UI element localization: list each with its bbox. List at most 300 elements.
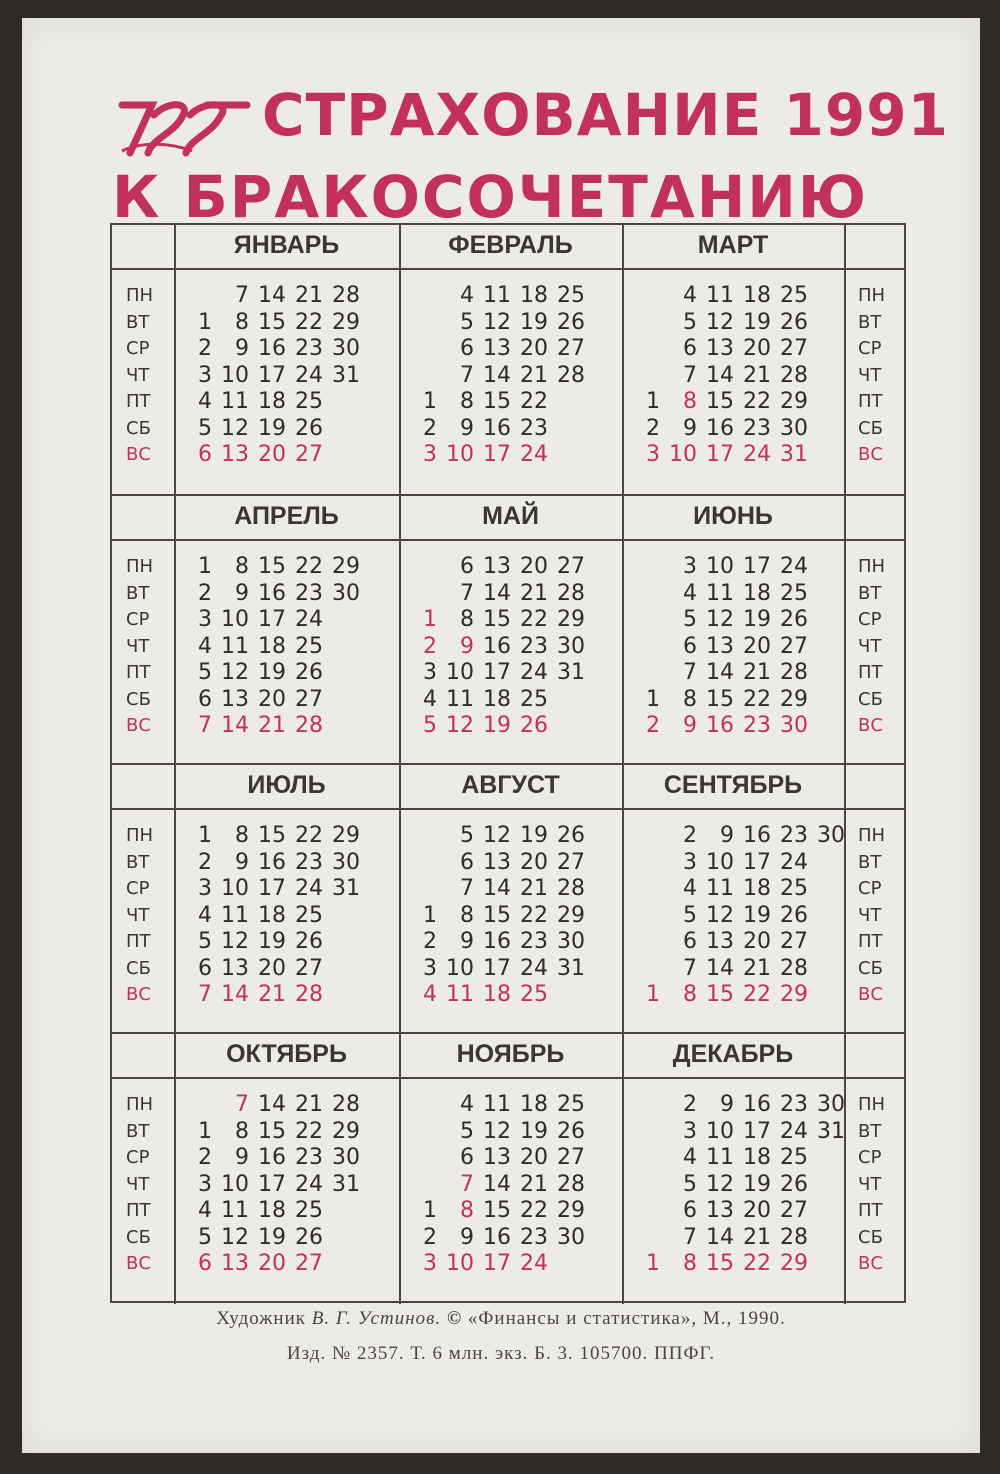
day-number: 4 bbox=[460, 1092, 474, 1117]
day-number: 29 bbox=[780, 686, 808, 712]
weekday-labels bbox=[126, 283, 153, 469]
day-number: 16 bbox=[258, 336, 286, 361]
day-number: 11 bbox=[483, 283, 511, 308]
day-number: 6 bbox=[683, 336, 697, 361]
day-number: 20 bbox=[258, 955, 286, 981]
day-number: 5 bbox=[423, 713, 437, 738]
day-number: 30 bbox=[780, 415, 808, 441]
weekday-label: ЧТ bbox=[858, 364, 882, 386]
day-number: 2 bbox=[683, 823, 697, 848]
day-number: 23 bbox=[520, 929, 548, 954]
day-number: 7 bbox=[235, 1092, 249, 1117]
day-number: 25 bbox=[557, 1092, 585, 1117]
day-number: 30 bbox=[557, 929, 585, 954]
day-number: 27 bbox=[295, 955, 323, 981]
day-number: 25 bbox=[780, 283, 808, 308]
day-number: 17 bbox=[258, 362, 286, 388]
day-number: 5 bbox=[460, 1118, 474, 1144]
day-number: 7 bbox=[460, 1171, 474, 1197]
day-number: 6 bbox=[198, 686, 212, 712]
day-number: 18 bbox=[483, 982, 511, 1007]
day-number: 12 bbox=[706, 309, 734, 335]
day-number: 10 bbox=[221, 607, 249, 632]
day-number: 16 bbox=[258, 1145, 286, 1170]
weekday-labels bbox=[858, 1092, 885, 1278]
weekday-label: СБ bbox=[126, 957, 151, 979]
day-number: 10 bbox=[221, 362, 249, 388]
day-number: 11 bbox=[706, 283, 734, 308]
day-number: 4 bbox=[683, 876, 697, 901]
day-number: 16 bbox=[483, 633, 511, 659]
day-number: 6 bbox=[683, 929, 697, 954]
day-number: 14 bbox=[706, 660, 734, 685]
gosstrakh-logo-icon bbox=[112, 93, 252, 163]
day-number: 23 bbox=[520, 415, 548, 441]
day-number: 3 bbox=[683, 554, 697, 579]
weekday-labels bbox=[858, 283, 885, 469]
weekday-label: ВТ bbox=[126, 582, 150, 604]
day-number: 24 bbox=[295, 607, 323, 632]
day-number: 20 bbox=[520, 1145, 548, 1170]
day-number: 17 bbox=[483, 1251, 511, 1276]
copyright-icon: © bbox=[446, 1308, 463, 1329]
month-name: ОКТЯБРЬ bbox=[226, 1040, 347, 1068]
weekday-label: ПТ bbox=[858, 931, 883, 952]
day-number: 16 bbox=[483, 415, 511, 441]
day-number: 11 bbox=[221, 902, 249, 928]
weekday-label: ВС bbox=[126, 984, 151, 1005]
day-number: 14 bbox=[483, 580, 511, 606]
day-number: 8 bbox=[460, 389, 474, 414]
day-number: 26 bbox=[295, 929, 323, 954]
day-number: 17 bbox=[483, 660, 511, 685]
day-number: 27 bbox=[780, 336, 808, 361]
day-number: 18 bbox=[520, 1092, 548, 1117]
day-number: 14 bbox=[483, 1171, 511, 1197]
day-number: 12 bbox=[706, 1171, 734, 1197]
day-number: 12 bbox=[221, 415, 249, 441]
day-number: 15 bbox=[483, 607, 511, 632]
day-number: 30 bbox=[332, 849, 360, 875]
day-number: 12 bbox=[221, 1224, 249, 1250]
day-number: 10 bbox=[446, 660, 474, 685]
weekday-label: СБ bbox=[126, 417, 151, 439]
day-number: 15 bbox=[258, 1118, 286, 1144]
day-number: 24 bbox=[520, 660, 548, 685]
day-number: 15 bbox=[706, 1251, 734, 1276]
day-number: 2 bbox=[683, 1092, 697, 1117]
day-number: 9 bbox=[683, 415, 697, 441]
day-number: 23 bbox=[780, 1092, 808, 1117]
day-number: 13 bbox=[221, 955, 249, 981]
day-number: 22 bbox=[520, 902, 548, 928]
day-number: 27 bbox=[780, 929, 808, 954]
day-number: 22 bbox=[520, 1198, 548, 1223]
day-number: 23 bbox=[520, 1224, 548, 1250]
weekday-label: СР bbox=[126, 609, 150, 630]
weekday-label: ВС bbox=[858, 984, 883, 1005]
weekday-label: ПН bbox=[126, 556, 154, 577]
day-number: 6 bbox=[460, 554, 474, 579]
day-number: 22 bbox=[295, 554, 323, 579]
weekday-label: ПН bbox=[126, 285, 154, 306]
day-number: 29 bbox=[332, 823, 360, 848]
day-number: 24 bbox=[520, 955, 548, 981]
day-number: 10 bbox=[446, 955, 474, 981]
title-line-2: К БРАКОСОЧЕТАНИЮ bbox=[112, 163, 868, 231]
day-number: 5 bbox=[683, 1171, 697, 1197]
day-number: 30 bbox=[780, 713, 808, 738]
day-number: 19 bbox=[743, 309, 771, 335]
day-number: 27 bbox=[780, 633, 808, 659]
day-number: 2 bbox=[423, 1224, 437, 1250]
weekday-label: СБ bbox=[126, 1226, 151, 1248]
day-number: 12 bbox=[483, 823, 511, 848]
day-number: 4 bbox=[198, 1198, 212, 1223]
day-number: 15 bbox=[483, 389, 511, 414]
weekday-label: ПН bbox=[858, 285, 886, 306]
day-number: 16 bbox=[258, 849, 286, 875]
day-number: 2 bbox=[423, 415, 437, 441]
day-number: 24 bbox=[780, 554, 808, 579]
day-number: 9 bbox=[720, 1092, 734, 1117]
day-number: 31 bbox=[557, 955, 585, 981]
month-name: СЕНТЯБРЬ bbox=[663, 771, 803, 799]
day-number: 9 bbox=[460, 633, 474, 659]
day-number: 5 bbox=[198, 415, 212, 441]
weekday-label: ПН bbox=[126, 825, 154, 846]
day-number: 31 bbox=[332, 876, 360, 901]
day-number: 3 bbox=[646, 442, 660, 467]
day-number: 2 bbox=[423, 929, 437, 954]
day-number: 25 bbox=[557, 283, 585, 308]
day-number: 21 bbox=[743, 1224, 771, 1250]
day-number: 7 bbox=[460, 876, 474, 901]
day-number: 7 bbox=[460, 362, 474, 388]
day-number: 13 bbox=[221, 1251, 249, 1276]
day-number: 14 bbox=[258, 1092, 286, 1117]
day-number: 16 bbox=[743, 823, 771, 848]
day-number: 23 bbox=[295, 1145, 323, 1170]
day-number: 10 bbox=[446, 1251, 474, 1276]
day-number: 16 bbox=[483, 929, 511, 954]
day-number: 3 bbox=[423, 1251, 437, 1276]
day-number: 19 bbox=[743, 1171, 771, 1197]
weekday-label: СБ bbox=[858, 417, 883, 439]
day-number: 30 bbox=[557, 1224, 585, 1250]
day-number: 21 bbox=[743, 955, 771, 981]
weekday-labels bbox=[858, 554, 885, 740]
weekday-label: ПТ bbox=[858, 1200, 883, 1221]
day-number: 4 bbox=[198, 902, 212, 928]
day-number: 20 bbox=[743, 336, 771, 361]
weekday-label: ЧТ bbox=[126, 635, 150, 657]
day-number: 12 bbox=[221, 929, 249, 954]
day-number: 9 bbox=[460, 415, 474, 441]
day-number: 20 bbox=[520, 336, 548, 361]
weekday-label: СБ bbox=[858, 1226, 883, 1248]
day-number: 20 bbox=[743, 1198, 771, 1223]
day-number: 5 bbox=[198, 660, 212, 685]
day-number: 6 bbox=[198, 442, 212, 467]
weekday-label: ПТ bbox=[126, 662, 151, 683]
weekday-labels bbox=[126, 1092, 153, 1278]
weekday-label: ВС bbox=[858, 444, 883, 465]
weekday-label: ВС bbox=[126, 1253, 151, 1274]
day-number: 5 bbox=[198, 1224, 212, 1250]
day-number: 6 bbox=[460, 336, 474, 361]
day-number: 29 bbox=[332, 309, 360, 335]
weekday-label: СР bbox=[126, 878, 150, 899]
day-number: 19 bbox=[258, 1224, 286, 1250]
day-number: 26 bbox=[295, 660, 323, 685]
weekday-label: СР bbox=[858, 878, 882, 899]
day-number: 18 bbox=[258, 389, 286, 414]
day-number: 23 bbox=[295, 580, 323, 606]
day-number: 27 bbox=[295, 1251, 323, 1276]
day-number: 18 bbox=[743, 580, 771, 606]
day-number: 27 bbox=[780, 1198, 808, 1223]
day-number: 19 bbox=[743, 902, 771, 928]
day-number: 10 bbox=[221, 1171, 249, 1197]
day-number: 19 bbox=[258, 660, 286, 685]
day-number: 14 bbox=[706, 362, 734, 388]
day-number: 12 bbox=[446, 713, 474, 738]
day-number: 26 bbox=[780, 1171, 808, 1197]
day-number: 8 bbox=[235, 823, 249, 848]
weekday-label: СР bbox=[126, 1147, 150, 1168]
day-number: 1 bbox=[646, 389, 660, 414]
month-name: ИЮНЬ bbox=[693, 502, 773, 530]
day-number: 4 bbox=[683, 1145, 697, 1170]
day-number: 29 bbox=[780, 389, 808, 414]
day-number: 15 bbox=[706, 982, 734, 1007]
footer-publisher: «Финансы и статистика», М., 1990. bbox=[467, 1308, 786, 1329]
footer-print-info: Изд. № 2357. Т. 6 млн. экз. Б. 3. 105700. ППФГ. bbox=[286, 1343, 716, 1364]
day-number: 9 bbox=[235, 580, 249, 606]
day-number: 28 bbox=[295, 713, 323, 738]
day-number: 18 bbox=[258, 633, 286, 659]
weekday-label: ВС bbox=[126, 715, 151, 736]
quarter-band bbox=[112, 763, 904, 1035]
day-number: 15 bbox=[706, 686, 734, 712]
day-number: 13 bbox=[483, 1145, 511, 1170]
day-number: 11 bbox=[483, 1092, 511, 1117]
header bbox=[112, 73, 972, 233]
day-number: 24 bbox=[520, 1251, 548, 1276]
day-number: 27 bbox=[557, 554, 585, 579]
day-number: 30 bbox=[332, 1145, 360, 1170]
day-number: 26 bbox=[557, 1118, 585, 1144]
day-number: 9 bbox=[683, 713, 697, 738]
day-number: 21 bbox=[743, 660, 771, 685]
day-number: 23 bbox=[780, 823, 808, 848]
weekday-label: ПТ bbox=[126, 1200, 151, 1221]
day-number: 3 bbox=[423, 660, 437, 685]
day-number: 24 bbox=[780, 849, 808, 875]
day-number: 18 bbox=[483, 686, 511, 712]
month-name: ИЮЛЬ bbox=[247, 771, 326, 799]
day-number: 15 bbox=[483, 902, 511, 928]
day-number: 21 bbox=[258, 982, 286, 1007]
quarter-band bbox=[112, 494, 904, 766]
day-number: 3 bbox=[683, 1118, 697, 1144]
day-number: 14 bbox=[221, 713, 249, 738]
day-number: 21 bbox=[520, 876, 548, 901]
weekday-label: ВТ bbox=[858, 1120, 882, 1142]
day-number: 23 bbox=[295, 336, 323, 361]
day-number: 8 bbox=[683, 389, 697, 414]
day-number: 29 bbox=[557, 902, 585, 928]
weekday-label: ПТ bbox=[126, 931, 151, 952]
day-number: 19 bbox=[258, 415, 286, 441]
day-number: 11 bbox=[706, 1145, 734, 1170]
day-number: 8 bbox=[235, 309, 249, 335]
weekday-label: СБ bbox=[126, 688, 151, 710]
weekday-label: ЧТ bbox=[126, 1173, 150, 1195]
day-number: 12 bbox=[483, 309, 511, 335]
day-number: 15 bbox=[258, 554, 286, 579]
day-number: 13 bbox=[706, 633, 734, 659]
day-number: 13 bbox=[221, 442, 249, 467]
day-number: 17 bbox=[706, 442, 734, 467]
day-number: 14 bbox=[706, 955, 734, 981]
day-number: 14 bbox=[483, 362, 511, 388]
day-number: 5 bbox=[198, 929, 212, 954]
day-number: 31 bbox=[332, 1171, 360, 1197]
day-number: 17 bbox=[258, 1171, 286, 1197]
day-number: 10 bbox=[221, 876, 249, 901]
day-number: 20 bbox=[743, 633, 771, 659]
day-number: 20 bbox=[743, 929, 771, 954]
day-number: 1 bbox=[646, 1251, 660, 1276]
day-number: 13 bbox=[706, 1198, 734, 1223]
day-number: 22 bbox=[743, 389, 771, 414]
day-number: 16 bbox=[706, 415, 734, 441]
day-number: 21 bbox=[743, 362, 771, 388]
day-number: 4 bbox=[683, 283, 697, 308]
day-number: 27 bbox=[557, 1145, 585, 1170]
day-number: 9 bbox=[235, 849, 249, 875]
day-number: 28 bbox=[780, 1224, 808, 1250]
day-number: 29 bbox=[557, 1198, 585, 1223]
weekday-label: ЧТ bbox=[126, 904, 150, 926]
day-number: 2 bbox=[423, 633, 437, 659]
day-number: 30 bbox=[332, 336, 360, 361]
weekday-label: ПН bbox=[858, 1094, 886, 1115]
day-number: 20 bbox=[520, 849, 548, 875]
day-number: 17 bbox=[743, 554, 771, 579]
day-number: 1 bbox=[423, 607, 437, 632]
day-number: 24 bbox=[295, 362, 323, 388]
day-number: 26 bbox=[520, 713, 548, 738]
day-number: 4 bbox=[198, 633, 212, 659]
day-number: 2 bbox=[198, 849, 212, 875]
day-number: 29 bbox=[332, 1118, 360, 1144]
day-number: 28 bbox=[780, 955, 808, 981]
day-number: 1 bbox=[198, 1118, 212, 1144]
day-number: 10 bbox=[669, 442, 697, 467]
day-number: 2 bbox=[646, 713, 660, 738]
month-name: АПРЕЛЬ bbox=[234, 502, 339, 530]
day-number: 8 bbox=[235, 554, 249, 579]
day-number: 27 bbox=[557, 336, 585, 361]
day-number: 15 bbox=[258, 309, 286, 335]
day-number: 28 bbox=[557, 1171, 585, 1197]
day-number: 1 bbox=[198, 309, 212, 335]
day-number: 16 bbox=[258, 580, 286, 606]
day-number: 21 bbox=[295, 283, 323, 308]
day-number: 26 bbox=[295, 415, 323, 441]
day-number: 5 bbox=[460, 309, 474, 335]
day-number: 4 bbox=[198, 389, 212, 414]
month-name: НОЯБРЬ bbox=[456, 1040, 565, 1068]
day-number: 6 bbox=[683, 1198, 697, 1223]
month-name: ЯНВАРЬ bbox=[233, 231, 340, 259]
day-number: 12 bbox=[706, 902, 734, 928]
day-number: 5 bbox=[683, 902, 697, 928]
month-name: МАРТ bbox=[697, 231, 769, 259]
weekday-labels bbox=[858, 823, 885, 1009]
weekday-labels bbox=[126, 554, 153, 740]
day-number: 11 bbox=[221, 389, 249, 414]
day-number: 25 bbox=[780, 876, 808, 901]
day-number: 18 bbox=[743, 1145, 771, 1170]
day-number: 14 bbox=[258, 283, 286, 308]
day-number: 28 bbox=[332, 283, 360, 308]
day-number: 30 bbox=[817, 1092, 845, 1117]
day-number: 16 bbox=[706, 713, 734, 738]
day-number: 3 bbox=[198, 607, 212, 632]
day-number: 5 bbox=[460, 823, 474, 848]
day-number: 6 bbox=[683, 633, 697, 659]
day-number: 7 bbox=[460, 580, 474, 606]
day-number: 16 bbox=[483, 1224, 511, 1250]
weekday-label: ВС bbox=[858, 715, 883, 736]
day-number: 3 bbox=[198, 876, 212, 901]
day-number: 13 bbox=[483, 849, 511, 875]
day-number: 25 bbox=[780, 580, 808, 606]
day-number: 24 bbox=[295, 876, 323, 901]
day-number: 13 bbox=[483, 336, 511, 361]
day-number: 6 bbox=[198, 1251, 212, 1276]
day-number: 19 bbox=[520, 1118, 548, 1144]
day-number: 22 bbox=[295, 1118, 323, 1144]
day-number: 15 bbox=[483, 1198, 511, 1223]
day-number: 28 bbox=[557, 876, 585, 901]
day-number: 7 bbox=[198, 713, 212, 738]
day-number: 7 bbox=[235, 283, 249, 308]
day-number: 15 bbox=[706, 389, 734, 414]
day-number: 22 bbox=[743, 686, 771, 712]
footer-credits bbox=[22, 1308, 980, 1330]
weekday-label: ВТ bbox=[126, 851, 150, 873]
footer-artist: В. Г. Устинов. bbox=[311, 1308, 442, 1329]
quarter-band bbox=[112, 225, 904, 495]
day-number: 2 bbox=[198, 336, 212, 361]
day-number: 23 bbox=[743, 713, 771, 738]
day-number: 22 bbox=[743, 982, 771, 1007]
day-number: 10 bbox=[706, 1118, 734, 1144]
day-number: 18 bbox=[520, 283, 548, 308]
day-number: 8 bbox=[683, 982, 697, 1007]
day-number: 23 bbox=[520, 633, 548, 659]
weekday-label: ПН bbox=[858, 825, 886, 846]
day-number: 25 bbox=[520, 982, 548, 1007]
day-number: 24 bbox=[743, 442, 771, 467]
calendar-grid bbox=[110, 223, 906, 1303]
day-number: 25 bbox=[780, 1145, 808, 1170]
